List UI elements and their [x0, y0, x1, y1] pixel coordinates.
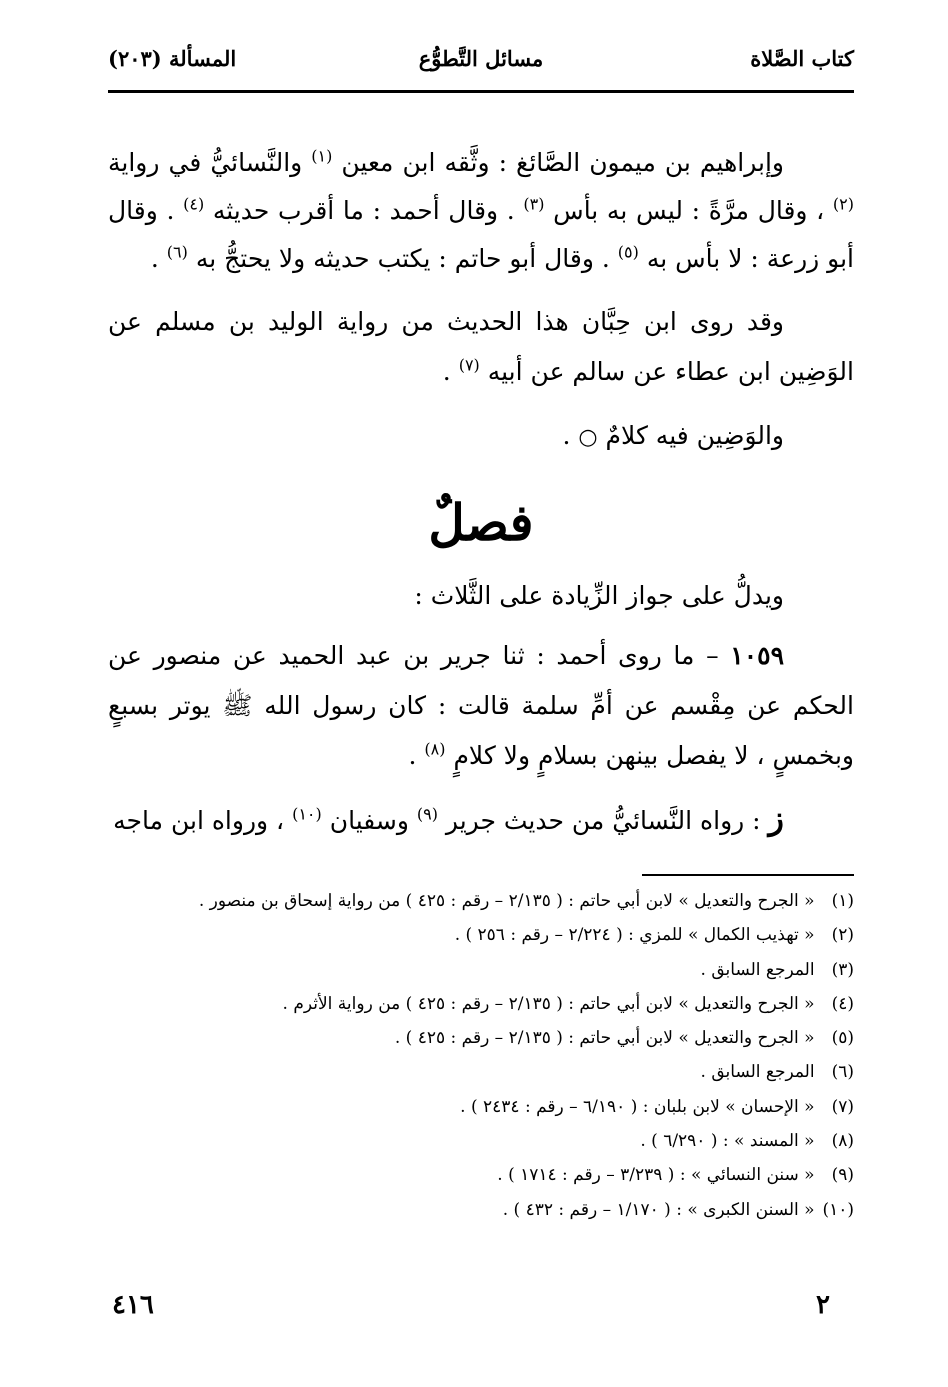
text-segment: وسفيان: [329, 806, 409, 835]
footnote-ref-7[interactable]: (٧): [458, 355, 480, 375]
footnote-number: (٨): [831, 1131, 854, 1152]
footnote-text: المرجع السابق .: [700, 959, 815, 980]
section-heading: فصلٌ: [428, 493, 534, 552]
footnote-number: (٢): [831, 925, 854, 946]
footnote-ref-8[interactable]: (٨): [424, 739, 446, 759]
footnote-text: « الإحسان » لابن بلبان : ( ٦/١٩٠ – رقم : ٢٤٣٤ ) .: [460, 1096, 815, 1117]
text-segment: – ما روى أحمد : ثنا جرير بن عبد الحميد عن منصور عن الحكم عن مِقْسم عن أمِّ سلمة قالت : كان رسول الله ﷺ يوتر بسبعٍ وبخمسٍ ، لا يفصل بينهن بسلامٍ ولا كلامٍ: [108, 641, 854, 770]
paragraph-wadin: [108, 411, 854, 463]
text-segment: وإبراهيم بن ميمون الصَّائغ : وثَّقه ابن معين: [341, 148, 785, 177]
footnote-text: « الجرح والتعديل » لابن أبي حاتم : ( ٢/١٣٥ – رقم : ٤٢٥ ) .: [394, 1028, 815, 1049]
paragraph-ibn-hibban: [108, 297, 854, 397]
footnote-ref-9[interactable]: (٩): [416, 804, 438, 824]
text-segment: : رواه النَّسائيُّ من حديث جرير: [445, 806, 761, 835]
page-number: ٤١٦: [112, 1290, 154, 1320]
paragraph-hadith-1059: [108, 631, 854, 781]
text-segment: . وقال أبو زرعة : لا بأس به: [108, 196, 854, 273]
text-segment: والوَضِين فيه كلامٌ: [605, 421, 784, 450]
footnote-item: [108, 1090, 854, 1124]
footnote-item: [108, 884, 854, 918]
footnote-number: (٣): [831, 959, 854, 980]
footnote-ref-3[interactable]: (٣): [523, 194, 545, 214]
footnote-text: « الجرح والتعديل » لابن أبي حاتم : ( ٢/١٣٥ – رقم : ٤٢٥ ) من رواية إسحاق بن منصور .: [198, 891, 815, 911]
footnote-number: (١): [831, 891, 854, 911]
footnote-ref-4[interactable]: (٤): [183, 194, 205, 214]
footnote-item: [108, 1055, 854, 1089]
page-footer: [108, 1290, 840, 1330]
text-segment: وقد روى ابن حِبَّان هذا الحديث من رواية الوليد بن مسلم عن الوَضِين ابن عطاء عن سالم عن أبيه: [108, 307, 854, 386]
circle-mark-icon: ○: [578, 425, 598, 450]
book-title: كتاب الصَّلاة: [750, 46, 854, 71]
text-segment: .: [408, 741, 417, 770]
text-segment: .: [562, 421, 571, 450]
footnote-ref-1[interactable]: (١): [311, 146, 333, 166]
text-segment: ، ورواه ابن ماجه: [113, 806, 285, 835]
footnote-item: [108, 918, 854, 952]
footnote-item: [108, 1021, 854, 1055]
footnote-item: [108, 987, 854, 1021]
footnote-text: « السنن الكبرى » : ( ١/١٧٠ – رقم : ٤٣٢ ) .: [502, 1199, 815, 1220]
footnote-number: (٤): [831, 993, 854, 1014]
paragraph-takhrij: [108, 793, 854, 846]
footnote-number: (١٠): [822, 1199, 854, 1220]
text-segment: والنَّسائيُّ في رواية: [108, 148, 303, 177]
footnote-number: (٦): [831, 1062, 854, 1083]
footnote-number: (٥): [831, 1028, 854, 1049]
footnote-ref-10[interactable]: (١٠): [292, 804, 322, 824]
footnote-item: [108, 1158, 854, 1192]
hadith-number: ١٠٥٩: [730, 641, 784, 670]
footnote-text: المرجع السابق .: [700, 1062, 815, 1083]
footnote-ref-5[interactable]: (٥): [617, 242, 639, 262]
footnote-item: [108, 1124, 854, 1158]
text-segment: . وقال أحمد : ما أقرب حديثه: [212, 196, 515, 225]
volume-number: ٢: [816, 1290, 830, 1320]
text-segment: . وقال أبو حاتم : يكتب حديثه ولا يحتجُّ به: [195, 244, 610, 273]
footnote-text: « الجرح والتعديل » لابن أبي حاتم : ( ٢/١٣٥ – رقم : ٤٢٥ ) من رواية الأثرم .: [282, 993, 815, 1014]
footnote-divider: [642, 874, 854, 876]
footnote-text: « تهذيب الكمال » للمزي : ( ٢/٢٢٤ – رقم : ٢٥٦ ) .: [454, 925, 815, 946]
footnote-number: (٩): [831, 1165, 854, 1186]
text-segment: .: [150, 244, 159, 273]
page: [108, 40, 854, 1227]
footnote-text: « المسند » : ( ٦/٢٩٠ ) .: [640, 1131, 815, 1152]
running-header: [108, 40, 854, 93]
zay-marker: ز: [768, 799, 784, 837]
paragraph-narrator-grading: [108, 139, 854, 283]
footnote-ref-2[interactable]: (٢): [832, 194, 855, 214]
text-segment: ، وقال مرَّةً : ليس به بأس: [553, 196, 825, 225]
footnote-number: (٧): [831, 1096, 854, 1117]
paragraph-intro: ويدلُّ على جواز الزِّيادة على الثَّلاث :: [414, 581, 784, 610]
footnote-text: « سنن النسائي » : ( ٣/٢٣٩ – رقم : ١٧١٤ ) .: [497, 1165, 815, 1186]
chapter-title: مسائل التَّطوُّع: [418, 46, 544, 71]
issue-label: المسألة (٢٠٣): [108, 46, 237, 71]
footnote-ref-6[interactable]: (٦): [166, 242, 188, 262]
footnotes-list: [108, 884, 854, 1227]
footnote-item: [108, 953, 854, 987]
text-segment: .: [442, 357, 451, 386]
footnote-item: [108, 1193, 854, 1227]
